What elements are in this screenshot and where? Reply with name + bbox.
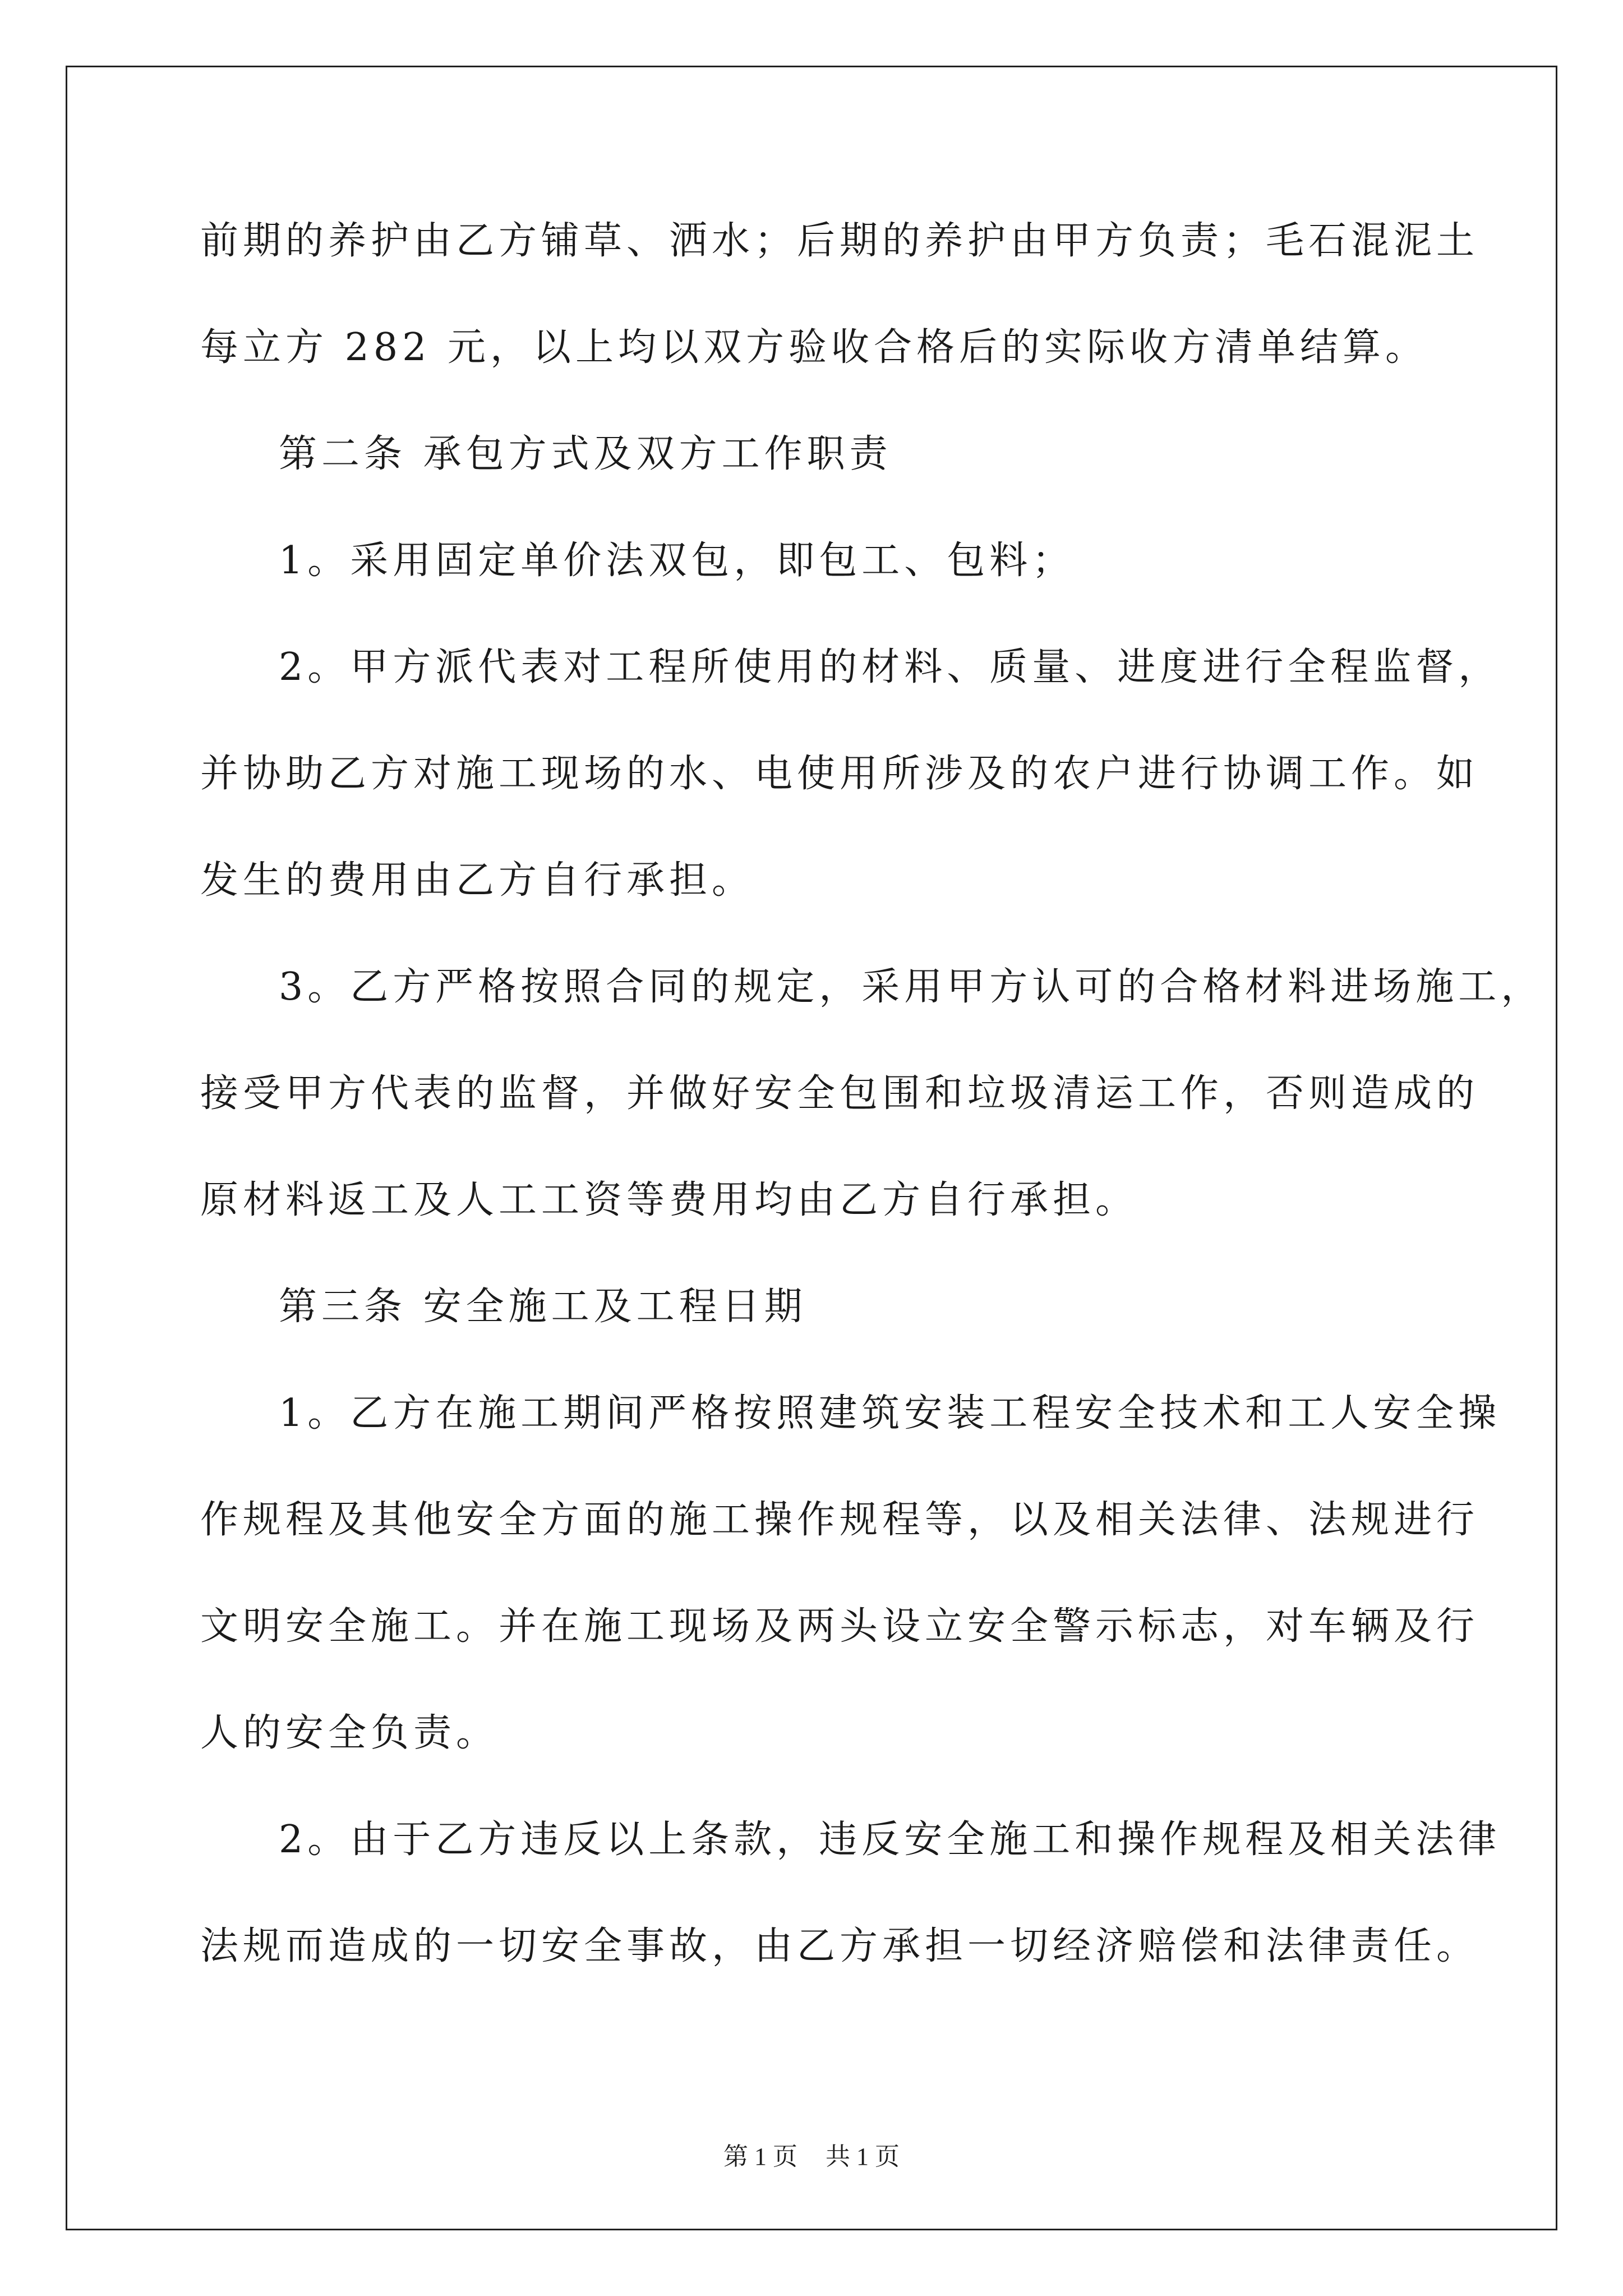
page-border (66, 66, 1557, 2230)
text-line-13: 作规程及其他安全方面的施工操作规程等，以及相关法律、法规进行 (200, 1498, 1479, 1542)
page-number: 第 1 页 (723, 2143, 797, 2170)
text-line-17: 法规而造成的一切安全事故，由乙方承担一切经济赔偿和法律责任。 (200, 1924, 1479, 1968)
section-heading-3: 第三条 安全施工及工程日期 (279, 1285, 807, 1329)
text-line-9: 接受甲方代表的监督，并做好安全包围和垃圾清运工作，否则造成的 (200, 1071, 1479, 1116)
text-line-10: 原材料返工及人工工资等费用均由乙方自行承担。 (200, 1178, 1138, 1222)
text-line-1: 前期的养护由乙方铺草、洒水；后期的养护由甲方负责；毛石混泥土 (200, 219, 1479, 263)
text-line-6: 并协助乙方对施工现场的水、电使用所涉及的农户进行协调工作。如 (200, 752, 1479, 796)
text-line-12: 1。乙方在施工期间严格按照建筑安装工程安全技术和工人安全操 (279, 1391, 1501, 1435)
text-line-4: 1。采用固定单价法双包，即包工、包料； (279, 539, 1075, 583)
text-line-8: 3。乙方严格按照合同的规定，采用甲方认可的合格材料进场施工， (279, 965, 1544, 1009)
text-line-5: 2。甲方派代表对工程所使用的材料、质量、进度进行全程监督， (279, 645, 1501, 689)
text-line-2: 每立方 282 元，以上均以双方验收合格后的实际收方清单结算。 (200, 325, 1428, 370)
page-total: 共 1 页 (826, 2143, 900, 2170)
text-line-15: 人的安全负责。 (200, 1711, 499, 1755)
page-footer (0, 2140, 1623, 2174)
text-line-7: 发生的费用由乙方自行承担。 (200, 858, 755, 903)
text-line-14: 文明安全施工。并在施工现场及两头设立安全警示标志，对车辆及行 (200, 1604, 1479, 1649)
text-line-16: 2。由于乙方违反以上条款，违反安全施工和操作规程及相关法律 (279, 1818, 1501, 1862)
section-heading-2: 第二条 承包方式及双方工作职责 (279, 432, 892, 476)
